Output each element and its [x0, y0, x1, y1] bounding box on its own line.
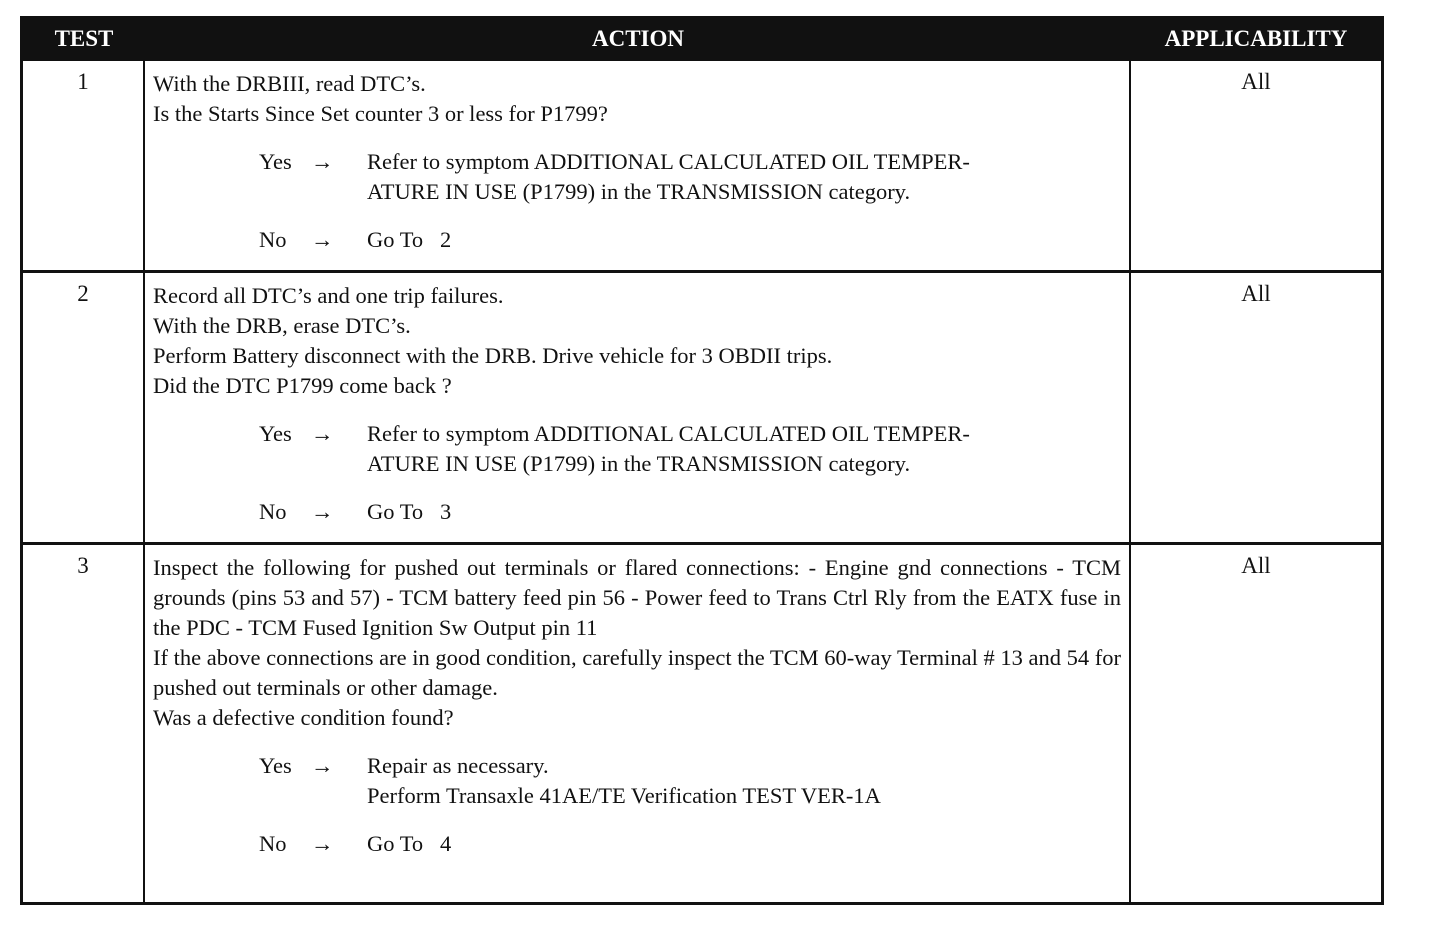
- arrow-icon: →: [311, 831, 334, 856]
- no-label: No: [259, 831, 287, 856]
- applicability-value: All: [1241, 553, 1271, 578]
- header-action: ACTION: [591, 25, 684, 51]
- action-line: Perform Battery disconnect with the DRB. Drive vehicle for 3 OBDII trips.: [153, 343, 833, 368]
- action-paragraph: Inspect the following for pushed out terminals or flared connections: - Engine gnd connections - TCM grounds (pins 53 and 57) - TCM battery feed pin 56 - Power feed to Trans Ctrl Rly from the EATX fuse in the PDC - TCM Fused Ignition Sw Output pin 11: [153, 555, 1121, 640]
- diagnostic-table: [20, 16, 1384, 905]
- applicability-value: All: [1241, 69, 1271, 94]
- yes-text: ATURE IN USE (P1799) in the TRANSMISSION category.: [367, 179, 911, 204]
- yes-text: ATURE IN USE (P1799) in the TRANSMISSION category.: [367, 451, 911, 476]
- table-header: [23, 19, 1381, 58]
- yes-label: Yes: [259, 753, 292, 778]
- arrow-icon: →: [311, 499, 334, 524]
- no-answer: [259, 829, 1121, 859]
- test-number: 2: [23, 273, 145, 542]
- action-line: Record all DTC’s and one trip failures.: [153, 283, 504, 308]
- yes-answer: [259, 419, 1121, 479]
- action-line: Is the Starts Since Set counter 3 or less for P1799?: [153, 101, 608, 126]
- yes-answer: [259, 147, 1121, 207]
- no-answer: [259, 497, 1121, 527]
- action-cell: [145, 61, 1131, 270]
- yes-label: Yes: [259, 149, 292, 174]
- no-text: Go To 3: [367, 499, 452, 524]
- action-line: Did the DTC P1799 come back ?: [153, 373, 452, 398]
- test-number: 1: [23, 61, 145, 270]
- action-paragraph: Was a defective condition found?: [153, 705, 454, 730]
- table-row: [23, 58, 1381, 270]
- table-row: [23, 270, 1381, 542]
- yes-answer: [259, 751, 1121, 811]
- applicability-value: All: [1241, 281, 1271, 306]
- arrow-icon: →: [311, 227, 334, 252]
- yes-text: Refer to symptom ADDITIONAL CALCULATED OIL TEMPER-: [367, 149, 970, 174]
- action-cell: [145, 545, 1131, 902]
- yes-label: Yes: [259, 421, 292, 446]
- action-paragraph: If the above connections are in good condition, carefully inspect the TCM 60-way Terminal # 13 and 54 for pushed out terminals or other damage.: [153, 645, 1121, 700]
- yes-text: Refer to symptom ADDITIONAL CALCULATED OIL TEMPER-: [367, 421, 970, 446]
- header-test: TEST: [54, 25, 114, 51]
- no-label: No: [259, 499, 287, 524]
- arrow-icon: →: [311, 753, 334, 778]
- no-text: Go To 4: [367, 831, 452, 856]
- no-answer: [259, 225, 1121, 255]
- action-line: With the DRB, erase DTC’s.: [153, 313, 411, 338]
- action-cell: [145, 273, 1131, 542]
- arrow-icon: →: [311, 421, 334, 446]
- test-number: 3: [23, 545, 145, 902]
- yes-text: Repair as necessary.: [367, 753, 549, 778]
- table-row: [23, 542, 1381, 902]
- action-line: With the DRBIII, read DTC’s.: [153, 71, 426, 96]
- no-text: Go To 2: [367, 227, 452, 252]
- yes-text: Perform Transaxle 41AE/TE Verification TEST VER-1A: [367, 783, 881, 808]
- no-label: No: [259, 227, 287, 252]
- header-applicability: APPLICABILITY: [1164, 25, 1348, 51]
- arrow-icon: →: [311, 149, 334, 174]
